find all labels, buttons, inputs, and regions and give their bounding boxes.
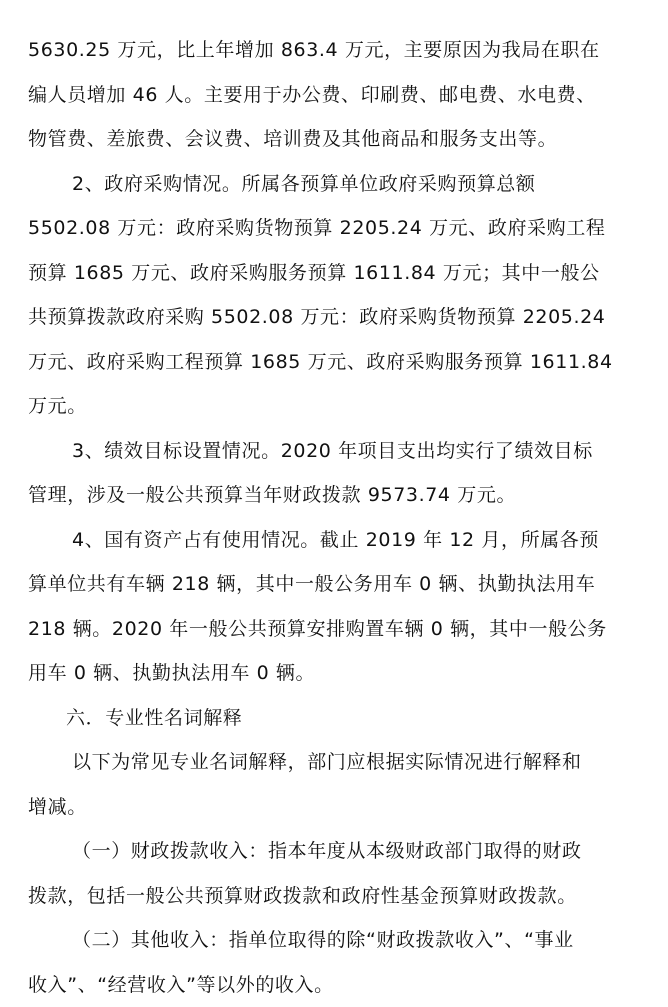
text-line: 218 辆。2020 年一般公共预算安排购置车辆 0 辆，其中一般公务 [28, 607, 638, 652]
definition-other-income [28, 918, 638, 1007]
text-line: 以下为常见专业名词解释，部门应根据实际情况进行解释和 [28, 740, 638, 785]
text-line: 编人员增加 46 人。主要用于办公费、印刷费、邮电费、水电费、 [28, 73, 638, 118]
text-line: 预算 1685 万元、政府采购服务预算 1611.84 万元；其中一般公 [28, 251, 638, 296]
text-line: 5502.08 万元：政府采购货物预算 2205.24 万元、政府采购工程 [28, 206, 638, 251]
text-line: 万元、政府采购工程预算 1685 万元、政府采购服务预算 1611.84 [28, 340, 638, 385]
text-line: 收入”、“经营收入”等以外的收入。 [28, 963, 638, 1007]
paragraph-performance-targets [28, 429, 638, 518]
section-heading: 六．专业性名词解释 [28, 696, 638, 741]
paragraph-state-assets [28, 518, 638, 696]
text-line: 算单位共有车辆 218 辆，其中一般公务用车 0 辆、执勤执法用车 [28, 562, 638, 607]
text-line: 万元。 [28, 384, 638, 429]
text-line: 2、政府采购情况。所属各预算单位政府采购预算总额 [28, 162, 638, 207]
text-line: 增减。 [28, 785, 638, 830]
paragraph-public-funds-continued [28, 28, 638, 162]
text-line: （二）其他收入：指单位取得的除“财政拨款收入”、“事业 [28, 918, 638, 963]
text-line: 物管费、差旅费、会议费、培训费及其他商品和服务支出等。 [28, 117, 638, 162]
text-line: 4、国有资产占有使用情况。截止 2019 年 12 月，所属各预 [28, 518, 638, 563]
text-line: 拨款，包括一般公共预算财政拨款和政府性基金预算财政拨款。 [28, 874, 638, 919]
paragraph-government-procurement [28, 162, 638, 429]
text-line: 用车 0 辆、执勤执法用车 0 辆。 [28, 651, 638, 696]
text-line: 3、绩效目标设置情况。2020 年项目支出均实行了绩效目标 [28, 429, 638, 474]
text-line: 5630.25 万元，比上年增加 863.4 万元，主要原因为我局在职在 [28, 28, 638, 73]
paragraph-intro [28, 740, 638, 829]
text-line: （一）财政拨款收入：指本年度从本级财政部门取得的财政 [28, 829, 638, 874]
text-line: 共预算拨款政府采购 5502.08 万元：政府采购货物预算 2205.24 [28, 295, 638, 340]
definition-fiscal-appropriation-income [28, 829, 638, 918]
text-line: 管理，涉及一般公共预算当年财政拨款 9573.74 万元。 [28, 473, 638, 518]
